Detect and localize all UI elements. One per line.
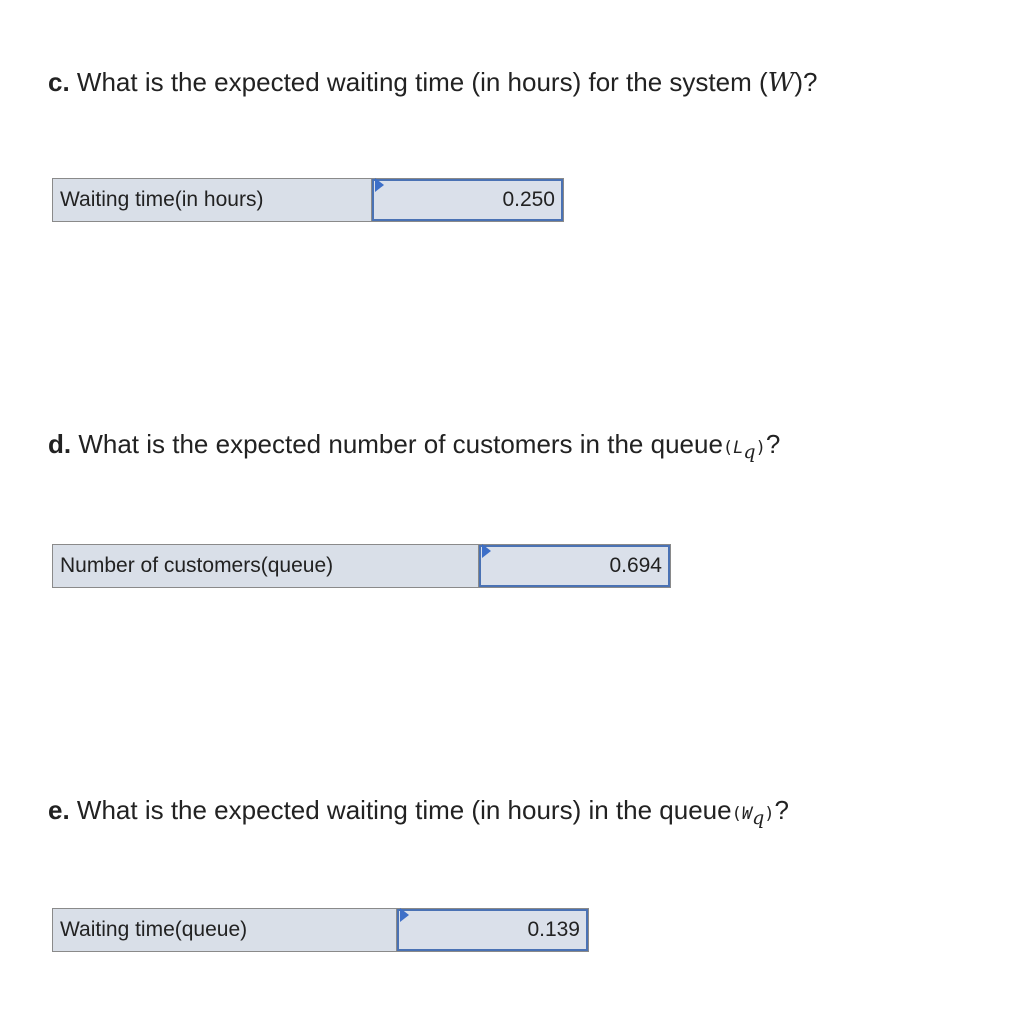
question-suffix: )? — [794, 67, 818, 97]
math-symbol: W — [767, 68, 795, 98]
question-letter: c. — [48, 67, 70, 97]
question-e — [48, 794, 789, 834]
paren-close: ) — [764, 804, 775, 824]
paren-open: ( — [731, 804, 742, 824]
math-expression — [731, 804, 775, 829]
cell-flag-icon — [375, 178, 384, 192]
customers-queue-input[interactable] — [481, 554, 662, 578]
answer-row-e — [52, 908, 589, 952]
answer-label: Number of customers(queue) — [53, 545, 479, 587]
math-variable: W — [741, 804, 753, 824]
answer-label: Waiting time(in hours) — [53, 179, 372, 221]
answer-row-c — [52, 178, 564, 222]
math-variable: L — [733, 438, 744, 458]
question-text: What is the expected number of customers in the queue — [71, 429, 723, 459]
math-subscript: q — [752, 807, 765, 829]
question-letter: e. — [48, 795, 70, 825]
question-letter: d. — [48, 429, 72, 459]
question-suffix: ? — [765, 429, 781, 459]
answer-cell[interactable] — [479, 545, 670, 587]
waiting-time-queue-input[interactable] — [399, 918, 580, 942]
question-text: What is the expected waiting time (in hours) in the queue — [69, 795, 732, 825]
answer-cell[interactable] — [397, 909, 588, 951]
cell-flag-icon — [400, 908, 409, 922]
paren-close: ) — [755, 438, 766, 458]
waiting-time-system-input[interactable] — [374, 188, 555, 212]
question-c — [48, 66, 817, 99]
math-subscript: q — [743, 441, 756, 463]
answer-row-d — [52, 544, 671, 588]
question-text: What is the expected waiting time (in hours) for the system ( — [69, 67, 768, 97]
paren-open: ( — [722, 438, 734, 458]
answer-label: Waiting time(queue) — [53, 909, 397, 951]
math-expression — [722, 438, 766, 463]
cell-flag-icon — [482, 544, 491, 558]
question-d — [48, 428, 780, 468]
question-suffix: ? — [774, 795, 789, 825]
answer-cell[interactable] — [372, 179, 563, 221]
